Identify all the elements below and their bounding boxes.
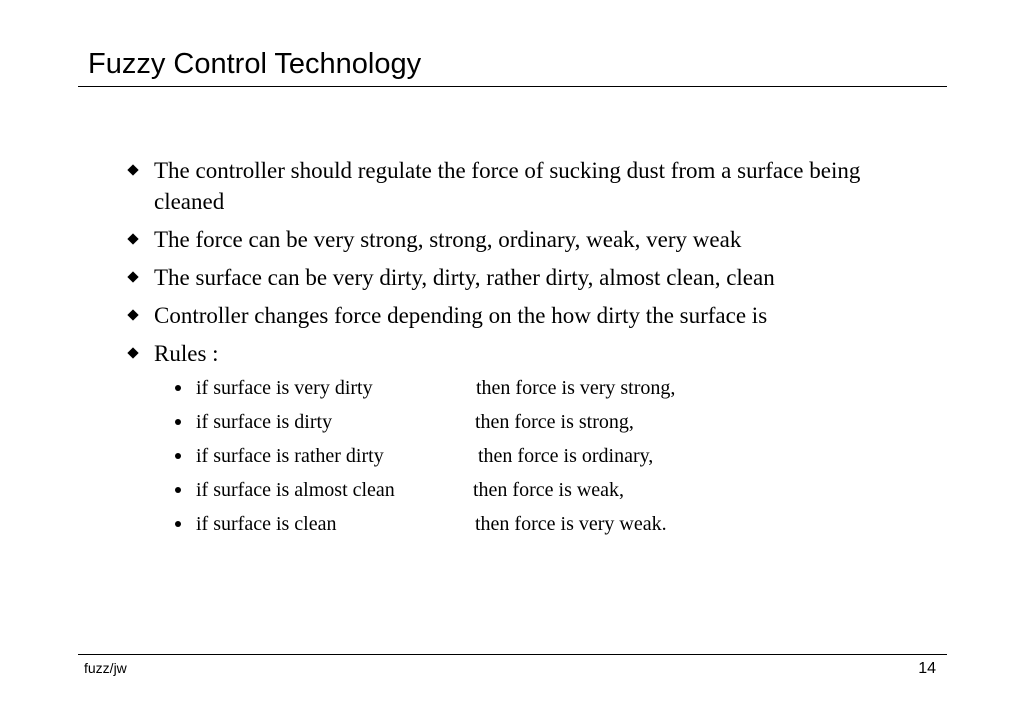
rule-consequence: then force is very weak. [475,513,667,535]
page-number: 14 [918,660,936,677]
dot-bullet-icon [175,487,181,493]
rule-item [196,409,634,435]
diamond-bullet-icon [127,164,138,175]
dot-bullet-icon [175,419,181,425]
diamond-bullet-icon [127,271,138,282]
bullet-text: Controller changes force depending on the how dirty the surface is [154,303,768,328]
rule-consequence: then force is weak, [473,479,625,501]
bullet-text: The force can be very strong, strong, ordinary, weak, very weak [154,227,742,252]
diamond-bullet-icon [127,309,138,320]
rule-condition: if surface is dirty [196,411,333,433]
bullet-item [154,300,914,331]
dot-bullet-icon [175,385,181,391]
rule-item [196,511,667,537]
dot-bullet-icon [175,453,181,459]
bullet-text: The surface can be very dirty, dirty, rather dirty, almost clean, clean [154,265,775,290]
rule-condition: if surface is almost clean [196,479,395,501]
rule-consequence: then force is very strong, [476,377,676,399]
rule-condition: if surface is clean [196,513,337,535]
diamond-bullet-icon [127,233,138,244]
rule-consequence: then force is ordinary, [478,445,654,467]
rule-item [196,443,654,469]
footer-divider [78,654,947,655]
rule-condition: if surface is very dirty [196,377,373,399]
bullet-item [154,155,914,217]
bullet-text: Rules : [154,341,219,366]
bullet-item [154,224,914,255]
rule-condition: if surface is rather dirty [196,445,384,467]
bullet-item [154,262,914,293]
bullet-text: The controller should regulate the force of sucking dust from a surface being cleaned [154,158,861,214]
footer-label: fuzz/jw [84,660,127,676]
rule-consequence: then force is strong, [475,411,634,433]
rule-item [196,477,625,503]
slide-title: Fuzzy Control Technology [88,48,422,80]
bullet-item [154,338,914,369]
rule-item [196,375,676,401]
diamond-bullet-icon [127,347,138,358]
dot-bullet-icon [175,521,181,527]
